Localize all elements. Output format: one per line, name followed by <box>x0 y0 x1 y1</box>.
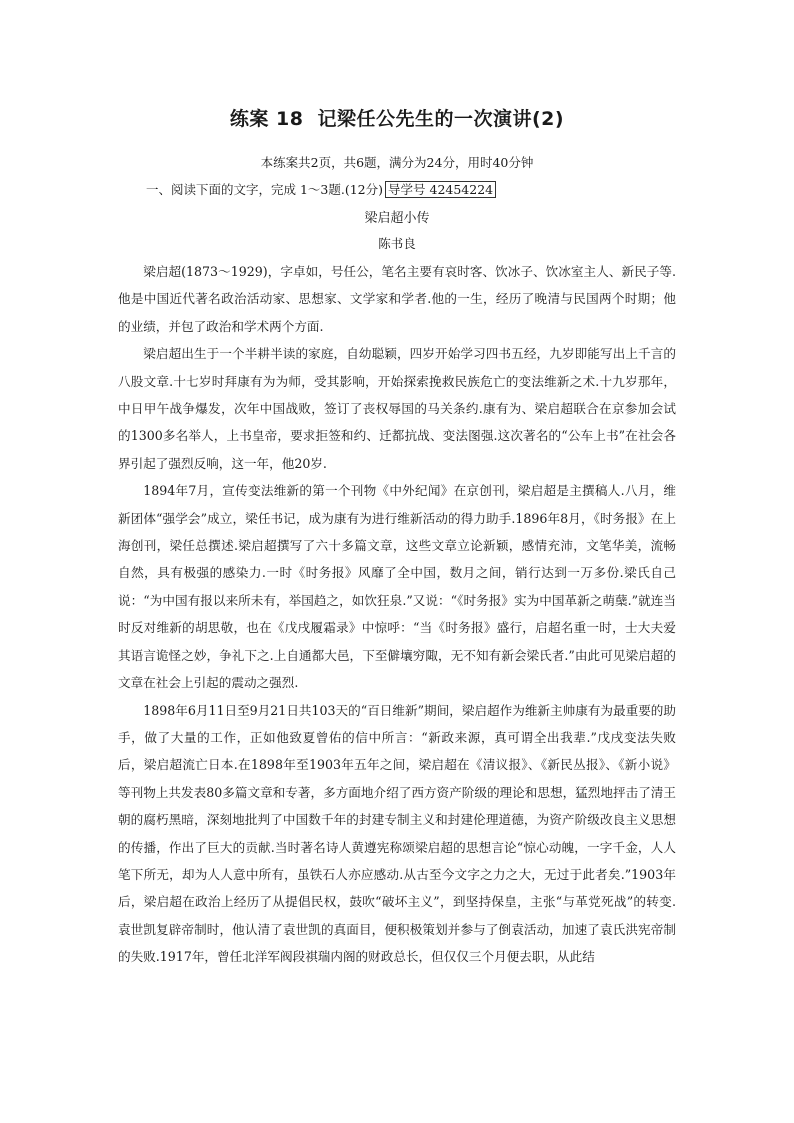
article-paragraph-3: 1894年7月，宣传变法维新的第一个刊物《中外纪闻》在京创刊，梁启超是主撰稿人.八月，维新团体“强学会”成立，梁任书记，成为康有为进行维新活动的得力助手.1896年8月，《时务报》在上海创刊，梁任总撰述.梁启超撰写了六十多篇文章，这些文章立论新颖，感情充沛，文笔华美，流畅自然，具有极强的感染力.一时《时务报》风靡了全中国，数月之间，销行达到一万多份.梁氏自己说：“为中国有报以来所未有，举国趋之，如饮狂泉.”又说：“《时务报》实为中国革新之萌蘖.”就连当时反对维新的胡思敬，也在《戊戌履霜录》中惊呼：“当《时务报》盛行，启超名重一时，士大夫爱其语言诡怪之妙，争礼下之.上自通都大邑，下至僻壤穷陬，无不知有新会梁氏者.”由此可见梁启超的文章在社会上引起的震动之强烈. <box>118 483 676 691</box>
article-paragraph-2: 梁启超出生于一个半耕半读的家庭，自幼聪颖，四岁开始学习四书五经，九岁即能写出上千言的八股文章.十七岁时拜康有为为师，受其影响，开始探索挽救民族危亡的变法维新之术.十九岁那年，中日甲午战争爆发，次年中国战败，签订了丧权辱国的马关条约.康有为、梁启超联合在京参加会试的1300多名举人，上书皇帝，要求拒签和约、迁都抗战、变法图强.这次著名的“公车上书”在社会各界引起了强烈反响，这一年，他20岁. <box>118 346 676 471</box>
question-intro-text: 一、阅读下面的文字，完成 1～3题.(12分) <box>146 182 384 197</box>
article-title: 梁启超小传 <box>364 211 430 226</box>
article-paragraph-1: 梁启超(1873～1929)，字卓如，号任公，笔名主要有哀时客、饮冰子、饮冰室主人、新民子等.他是中国近代著名政治活动家、思想家、文学家和学者.他的一生，经历了晚清与民国两个时期；他的业绩，并包了政治和学术两个方面. <box>118 264 676 334</box>
title-part-2: 记梁任公先生的一次演讲(2) <box>317 108 565 130</box>
article-paragraph-4: 1898年6月11日至9月21日共103天的“百日维新”期间，梁启超作为维新主帅康有为最重要的助手，做了大量的工作，正如他致夏曾佑的信中所言：“新政来源，真可谓全出我辈.”戊戌变法失败后，梁启超流亡日本.在1898年至1903年五年之间，梁启超在《清议报》、《新民丛报》、《新小说》等刊物上共发表80多篇文章和专著，多方面地介绍了西方资产阶级的理论和思想，猛烈地抨击了清王朝的腐朽黑暗，深刻地批判了中国数千年的封建专制主义和封建伦理道德，为资产阶级改良主义思想的传播，作出了巨大的贡献.当时著名诗人黄遵宪称颂梁启超的思想言论“惊心动魄，一字千金，人人笔下所无，却为人人意中所有，虽铁石人亦应感动.从古至今文字之力之大，无过于此者矣.”1903年后，梁启超在政治上经历了从提倡民权，鼓吹“破坏主义”，到坚持保皇，主张“与革党死战”的转变.袁世凯复辟帝制时，他认清了袁世凯的真面目，便积极策划并参与了倒袁活动，加速了袁氏洪宪帝制的失败.1917年，曾任北洋军阀段祺瑞内阁的财政总长，但仅仅三个月便去职，从此结 <box>118 702 676 965</box>
title-part-1: 练案 18 <box>229 108 304 130</box>
article-body <box>118 258 676 971</box>
page-title <box>0 104 794 131</box>
exercise-info: 本练案共2页，共6题，满分为24分，用时40分钟 <box>260 155 534 170</box>
question-intro <box>146 180 496 198</box>
guide-number-box: 导学号 42454224 <box>385 181 496 198</box>
article-author: 陈书良 <box>378 236 416 251</box>
